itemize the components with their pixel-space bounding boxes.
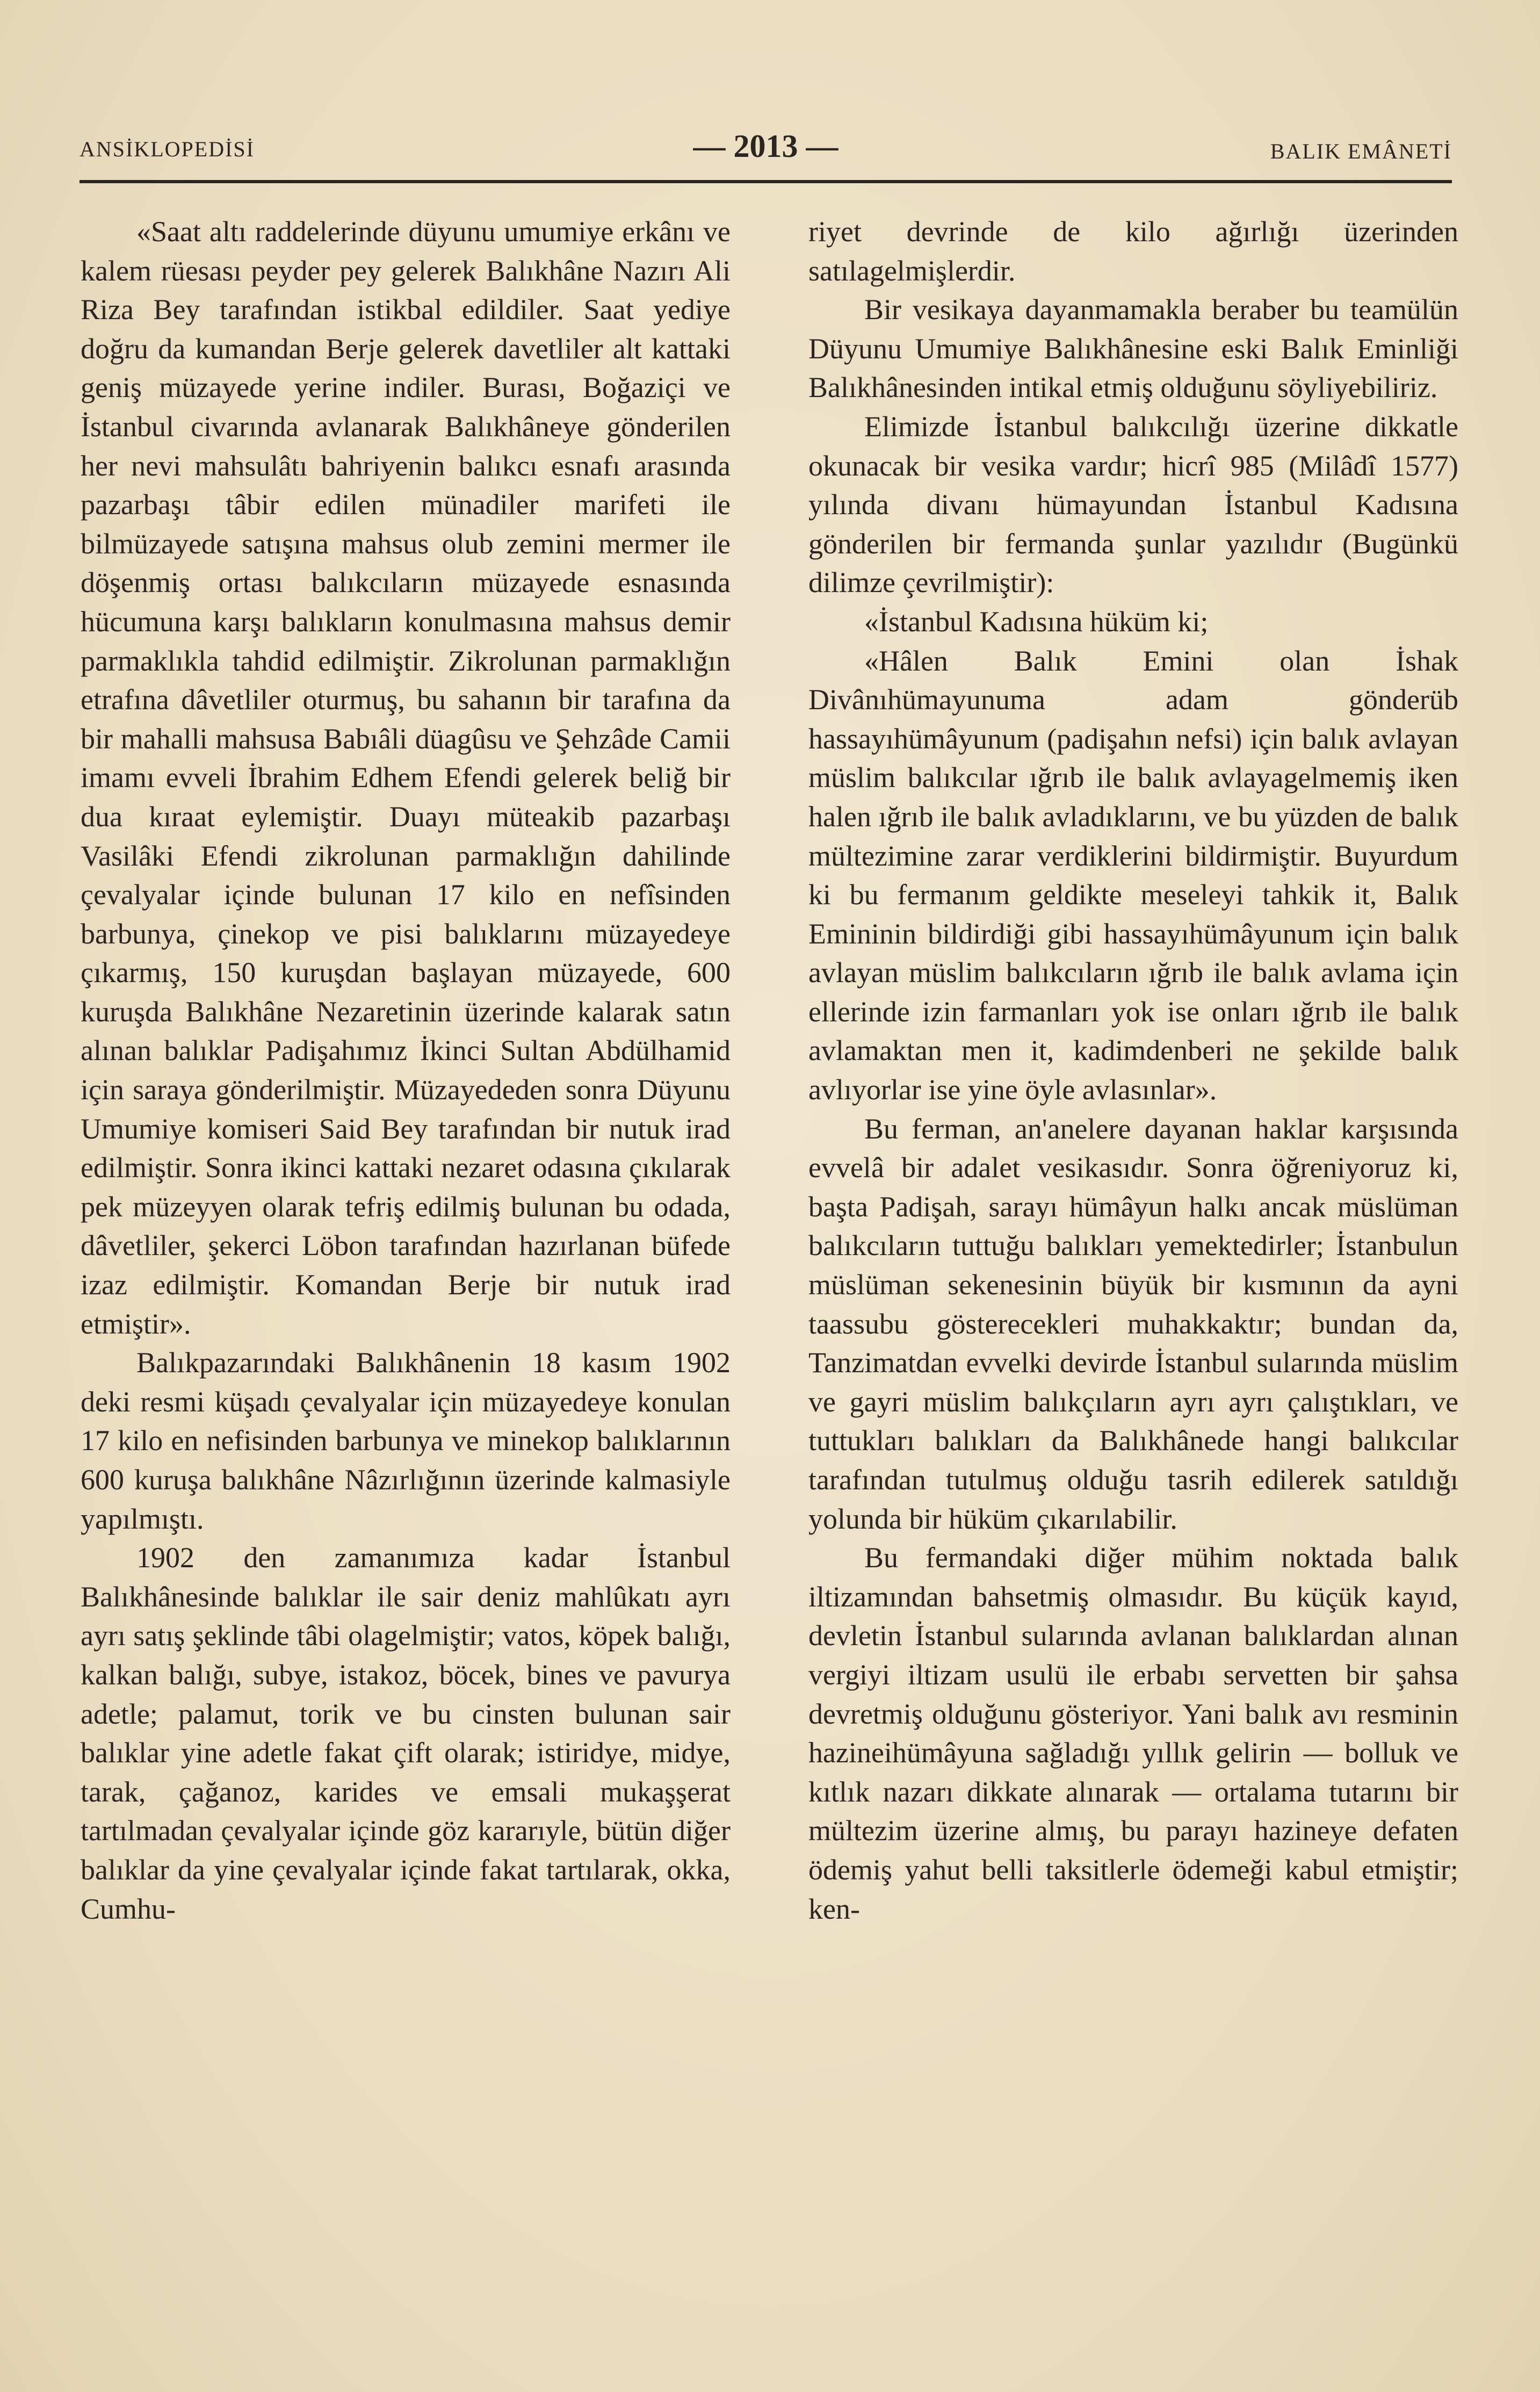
page-number: — 2013 — [693, 128, 838, 164]
paragraph: riyet devrinde de kilo ağırlığı üzerinden satılagelmişlerdir. [808, 215, 1458, 287]
paragraph: 1902 den zamanımıza kadar İstanbul Balıkhânesinde balıklar ile sair deniz mahlûkatı ayrı ayrı satış şeklinde tâbi olagelmiştir; vatos, köpek balığı, kalkan balığı, subye, istakoz, böcek, bines ve pavurya adetle; palamut, torik ve bu cinsten bulunan sair balıklar yine adetle fakat çift olarak; istiridye, midye, tarak, çağanoz, karides ve emsali mukaşşerat tartılmadan çevalyalar içinde göz kararıyle, bütün diğer balıklar da yine çevalyalar içinde fakat tartılarak, okka, Cumhu- [81, 1541, 731, 1925]
paragraph: Bu fermandaki diğer mühim noktada balık iltizamından bahsetmiş olmasıdır. Bu küçük kayıd, devletin İstanbul sularında avlanan balıklardan alınan vergiyi iltizam usulü ile erbabı servetten bir şahsa devretmiş olduğunu gösteriyor. Yani balık avı resminin hazineihümâyuna sağladığı yıllık gelirin — bolluk ve kıtlık nazarı dikkate alınarak — ortalama tutarını bir mültezim üzerine almış, bu parayı hazineye defaten ödemiş yahut belli taksitlerle ödemeği kabul etmiştir; ken- [808, 1541, 1458, 1925]
paragraph: «Hâlen Balık Emini olan İshak Divânıhümayunuma adam gönderüb hassayıhümâyunum (padişahın nefsi) için balık avlayan müslim balıkcılar ığrıb ile balık avlayagelmemiş iken halen ığrıb ile balık avladıklarını, ve bu yüzden de balık mültezimine zarar verdiklerini bildirmiştir. Buyurdum ki bu fermanım geldikte meseleyi tahkik it, Balık Emininin bildirdiği gibi hassayıhümâyunum için balık avlayan müslim balıkcıların ığrıb ile balık avlama için ellerinde izin farmanları yok ise onları ığrıb ile balık avlamaktan men it, kadimdenberi ne şekilde balık avlıyorlar ise yine öyle avlasınlar». [808, 644, 1458, 1106]
header-divider [79, 180, 1452, 183]
paragraph: «Saat altı raddelerinde düyunu umumiye erkânı ve kalem rüesası peyder pey gelerek Balıkhâne Nazırı Ali Riza Bey tarafından istikbal edildiler. Saat yediye doğru da kumandan Berje gelerek davetliler alt kattaki geniş müzayede yerine indiler. Burası, Boğaziçi ve İstanbul civarında avlanarak Balıkhâneye gönderilen her nevi mahsulâtı bahriyenin balıkcı esnafı arasında pazarbaşı tâbir edilen münadiler marifeti ile bilmüzayede satışına mahsus olub zemini mermer ile döşenmiş ortası balıkcıların müzayede esnasında hücumuna karşı balıkların konulmasına mahsus demir parmaklıkla tahdid edilmiştir. Zikrolunan parmaklığın etrafına dâvetliler oturmuş, bu sahanın bir tarafına da bir mahalli mahsusa Babıâli düagûsu ve Şehzâde Camii imamı evveli İbrahim Edhem Efendi gelerek beliğ bir dua kıraat eylemiştir. Duayı müteakib pazarbaşı Vasilâki Efendi zikrolunan parmaklığın dahilinde çevalyalar içinde bulunan 17 kilo en nefîsinden barbunya, çinekop ve pisi balıklarını müzayedeye çıkarmış, 150 kuruşdan başlayan müzayede, 600 kuruşda Balıkhâne Nezaretinin üzerinde kalarak satın alınan balıklar Padişahımız İkinci Sultan Abdülhamid için saraya gönderilmiştir. Müzayededen sonra Düyunu Umumiye komiseri Said Bey tarafından bir nutuk irad edilmiştir. Sonra ikinci kattaki nezaret odasına çıkılarak pek müzeyyen olarak tefriş edilmiş bulunan bu odada, dâvetliler, şekerci Löbon tarafından hazırlanan büfede izaz edilmiştir. Komandan Berje bir nutuk irad etmiştir». [81, 215, 731, 1340]
paragraph: Bu ferman, an'anelere dayanan haklar karşısında evvelâ bir adalet vesikasıdır. Sonra öğreniyoruz ki, başta Padişah, sarayı hümâyun halkı ancak müslüman balıkcıların tuttuğu balıkları yemektedirler; İstanbulun müslüman sekenesinin büyük bir kısmının da ayni taassubu gösterecekleri muhakkaktır; bundan da, Tanzimatdan evvelki devirde İstanbul sularında müslim ve gayri müslim balıkçıların ayrı ayrı çalıştıkları, ve tuttukları balıkları da Balıkhânede hangi balıkcılar tarafından tutulmuş olduğu tasrih edilerek satıldığı yolunda bir hüküm çıkarılabilir. [808, 1112, 1458, 1535]
paragraph: Elimizde İstanbul balıkcılığı üzerine dikkatle okunacak bir vesika vardır; hicrî 985 (Milâdî 1577) yılında divanı hümayundan İstanbul Kadısına gönderilen bir fermanda şunlar yazılıdır (Bugünkü dilimze çevrilmiştir): [808, 410, 1458, 599]
paragraph: Bir vesikaya dayanmamakla beraber bu teamülün Düyunu Umumiye Balıkhânesine eski Balık Eminliği Balıkhânesinden intikal etmiş olduğunu söyliyebiliriz. [808, 293, 1458, 404]
header-left-title: ANSİKLOPEDİSİ [79, 137, 255, 161]
page-header [79, 128, 1452, 171]
header-right-title: BALIK EMÂNETİ [1270, 139, 1452, 163]
paragraph: Balıkpazarındaki Balıkhânenin 18 kasım 1902 deki resmi küşadı çevalyalar için müzayedeye konulan 17 kilo en nefisinden barbunya ve minekop balıklarının 600 kuruşa balıkhâne Nâzırlığının üzerinde kalmasiyle yapılmıştı. [81, 1346, 731, 1535]
right-column [808, 212, 1458, 1928]
left-column [81, 212, 731, 1928]
paragraph: «İstanbul Kadısına hüküm ki; [864, 605, 1209, 638]
